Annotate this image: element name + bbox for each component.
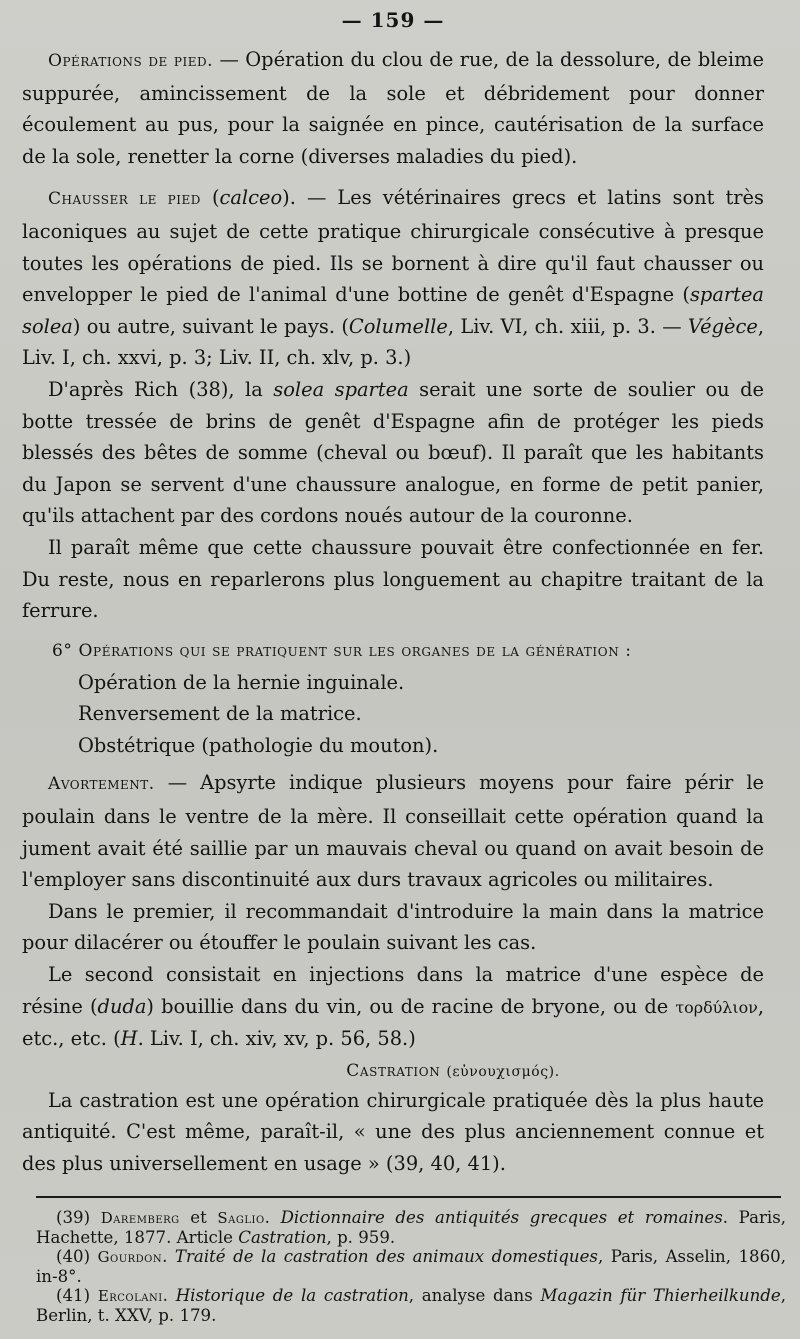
heading-chausser: Chausser le pied: [48, 189, 201, 210]
paragraph-operations-pied: [22, 44, 764, 172]
footnote-text: , p. 959.: [326, 1227, 396, 1247]
latin-spartea-solea: spartea solea: [22, 283, 764, 338]
heading-operations-pied: Opérations de pied.: [48, 51, 214, 71]
footnote-number: (41): [56, 1285, 98, 1305]
footnote-author: Ercolani: [97, 1286, 163, 1305]
footnote-author: Saglio: [217, 1208, 265, 1227]
list-item: Opération de la hernie inguinale.: [78, 670, 405, 694]
paragraph-chausser: Chausser le pied (calceo). — Les vétérinaires grecs et latins sont très laconiques au sujet de cette pratique chirurgicale consécutive à presque toutes les opérations de pied. Ils se bornent à dire qu'il faut chausser ou envelopper le pied de l'animal d'une bottine de genêt d'Espagne (spartea solea) ou autre, suivant le pays. (Columelle, Liv. VI, ch. xiii, p. 3. — Végèce, Liv. I, ch. xxvi, p. 3; Liv. II, ch. xlv, p. 3.): [22, 186, 764, 370]
text-chausser-4: , Liv. I, ch. xxvi, p. 3; Liv. II, ch. xlv, p. 3.): [22, 314, 764, 370]
footnote-number: (40): [56, 1246, 98, 1266]
footnote-number: (39): [56, 1207, 101, 1227]
word-duda: duda: [97, 994, 147, 1018]
footnote-text: . Paris, Hachette, 1877. Article: [36, 1207, 786, 1247]
footnote-title: Historique de la castration: [175, 1285, 409, 1305]
text-chausser-2: ) ou autre, suivant le pays. (: [72, 314, 349, 338]
paragraph-rich: [22, 374, 764, 532]
footnote-39: [36, 1208, 786, 1247]
footnote-article: Castration: [238, 1227, 327, 1247]
footnote-text: .: [264, 1207, 281, 1227]
footnote-text: .: [162, 1246, 175, 1266]
greek-tordylion: τορδύλιον: [675, 997, 758, 1017]
footnote-divider: [36, 1196, 781, 1198]
list-item: Renversement de la matrice.: [78, 702, 362, 726]
list-item: Obstétrique (pathologie du mouton).: [78, 733, 439, 757]
text-chausser-1: . — Les vétérinaires grecs et latins sont très laconiques au sujet de cette pratique chirurgicale consécutive à presque toutes les opérations de pied. Ils se bornent à dire qu'il faut chausser ou envelopper le pied de l'animal d'une bottine de genêt d'Espagne (: [22, 186, 764, 307]
text-operations-pied: — Opération du clou de rue, de la dessolure, de bleime suppurée, amincissement de la sole et débridement pour donner écoulement au pus, pour la saignée en pince, cautérisation de la surface de la sole, renetter la corne (diverses maladies du pied).: [22, 48, 764, 168]
text-chausser-3: , Liv. VI, ch. xiii, p. 3. —: [447, 314, 688, 338]
footnote-journal: Magazin für Thierheilkunde: [540, 1285, 781, 1305]
footnotes: [36, 1208, 786, 1325]
footnote-text: .: [162, 1285, 176, 1305]
text-second-3: , etc., etc. (: [22, 994, 765, 1051]
paragraph-fer: Il paraît même que cette chaussure pouvait être confectionnée en fer. Du reste, nous en reparlerons plus longuement au chapitre traitant de la ferrure.: [22, 535, 764, 623]
text-rich-1: D'après Rich (38), la: [48, 377, 274, 401]
text-rich-2: serait une sorte de soulier ou de botte tressée de brins de genêt d'Espagne afin de protéger les pieds blessés des bêtes de somme (cheval ou bœuf). Il paraît que les habitants du Japon se servent d'une chaussure analogue, en forme de petit panier, qu'ils attachent par des cordons noués autour de la couronne.: [22, 377, 764, 528]
heading-generation: 6° Opérations qui se pratiquent sur les organes de la génération :: [52, 640, 632, 661]
footnote-text: et: [179, 1207, 218, 1227]
footnote-text: , analyse dans: [408, 1285, 541, 1305]
page-number: — 159 —: [341, 8, 445, 32]
footnote-41: [36, 1286, 786, 1325]
author-columelle: Columelle: [348, 314, 448, 338]
text-avortement: — Apsyrte indique plusieurs moyens pour faire périr le poulain dans le ventre de la mère. Il conseillait cette opération quand la jument avait été saillie par un mauvais cheval ou quand on avait besoin de l'employer sans discontinuité aux durs travaux agricoles ou militaires.: [22, 771, 764, 892]
list-generation: [78, 667, 764, 762]
paragraph-second: [22, 959, 764, 1055]
latin-solea-spartea: solea spartea: [273, 377, 409, 401]
ref-h: H: [120, 1027, 138, 1051]
footnote-author: Daremberg: [100, 1208, 180, 1227]
footnote-text: , Berlin, t. XXV, p. 179.: [36, 1285, 786, 1325]
footnote-title: Traité de la castration des animaux domestiques: [174, 1246, 598, 1266]
paragraph-premier: Dans le premier, il recommandait d'introduire la main dans la matrice pour dilacérer ou étouffer le poulain suivant les cas.: [22, 899, 764, 955]
heading-castration: [142, 1061, 764, 1081]
text-second-2: ) bouillie dans du vin, ou de racine de bryone, ou de: [146, 994, 676, 1018]
text-second-1: Le second consistait en injections dans la matrice d'une espèce de résine (: [22, 963, 764, 1018]
paragraph-avortement: [22, 767, 764, 895]
footnote-title: Dictionnaire des antiquités grecques et romaines: [280, 1207, 723, 1227]
author-vegece: Végèce: [687, 314, 758, 338]
paragraph-castration: La castration est une opération chirurgicale pratiquée dès la plus haute antiquité. C'est même, paraît-il, « une des plus anciennement connue et des plus universellement en usage » (39, 40, 41).: [22, 1088, 764, 1175]
footnote-author: Gourdon: [97, 1247, 163, 1266]
greek-eunouchismos: (εὐνουχισμός).: [446, 1063, 560, 1080]
heading-avortement: Avortement.: [48, 774, 155, 795]
footnote-text: , Paris, Asselin, 1860, in-8°.: [36, 1246, 786, 1286]
latin-calceo: calceo: [219, 186, 283, 210]
text-second-4: . Liv. I, ch. xiv, xv, p. 56, 58.): [137, 1027, 416, 1051]
heading-castration-label: Castration: [346, 1060, 441, 1081]
footnote-40: [36, 1247, 786, 1286]
